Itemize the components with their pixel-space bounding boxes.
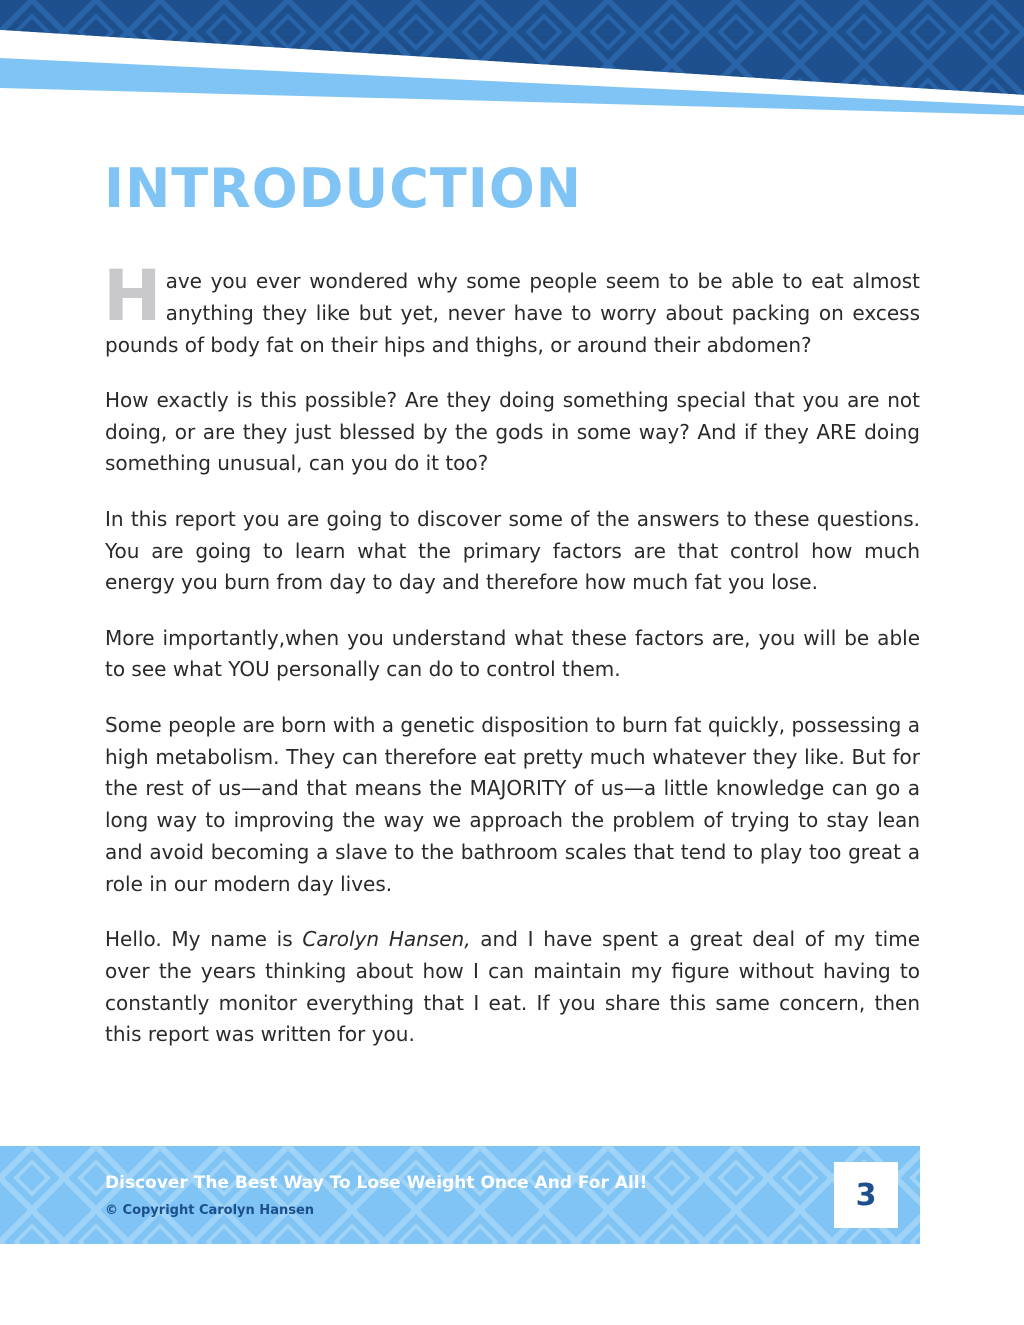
footer-banner bbox=[0, 1146, 920, 1244]
paragraph-3: In this report you are going to discover some of the answers to these questions. You are going to learn what the primary factors are that control how much energy you burn from day to day and therefore how much fat you lose. bbox=[105, 506, 920, 595]
author-name: Carolyn Hansen, bbox=[302, 927, 471, 952]
body-text bbox=[103, 255, 920, 1075]
footer-tagline: Discover The Best Way To Lose Weight Once And For All! bbox=[105, 1173, 648, 1193]
drop-cap: H bbox=[103, 255, 162, 337]
paragraph-4: More importantly,when you understand what these factors are, you will be able to see what YOU personally can do to control them. bbox=[105, 625, 920, 682]
paragraph-6-text: and I have spent a great deal of my time over the years thinking about how I can maintain my figure without having to constantly monitor everything that I eat. If you share this same concern, then this report was written for you. bbox=[105, 927, 920, 1047]
footer-copyright: © Copyright Carolyn Hansen bbox=[105, 1203, 315, 1218]
paragraph-6-intro: Hello. My name is bbox=[105, 927, 303, 952]
page-title: INTRODUCTION bbox=[104, 157, 582, 220]
header-banner bbox=[0, 0, 1024, 115]
paragraph-1 bbox=[103, 255, 920, 361]
paragraph-5: Some people are born with a genetic disposition to burn fat quickly, possessing a high metabolism. They can therefore eat pretty much whatever they like. But for the rest of us—and that means the MAJORITY of us—a little knowledge can go a long way to improving the way we approach the problem of trying to stay lean and avoid becoming a slave to the bathroom scales that tend to play too great a role in our modern day lives. bbox=[105, 712, 920, 896]
paragraph-1-text: ave you ever wondered why some people seem to be able to eat almost anything they like but yet, never have to worry about packing on excess pounds of body fat on their hips and thighs, or around their abdomen? bbox=[105, 269, 920, 357]
footer-pattern bbox=[0, 1146, 920, 1244]
paragraph-6 bbox=[105, 924, 920, 1051]
paragraph-2: How exactly is this possible? Are they doing something special that you are not doing, or are they just blessed by the gods in some way? And if they ARE doing something unusual, can you do it too? bbox=[105, 387, 920, 476]
page-number: 3 bbox=[834, 1162, 898, 1228]
